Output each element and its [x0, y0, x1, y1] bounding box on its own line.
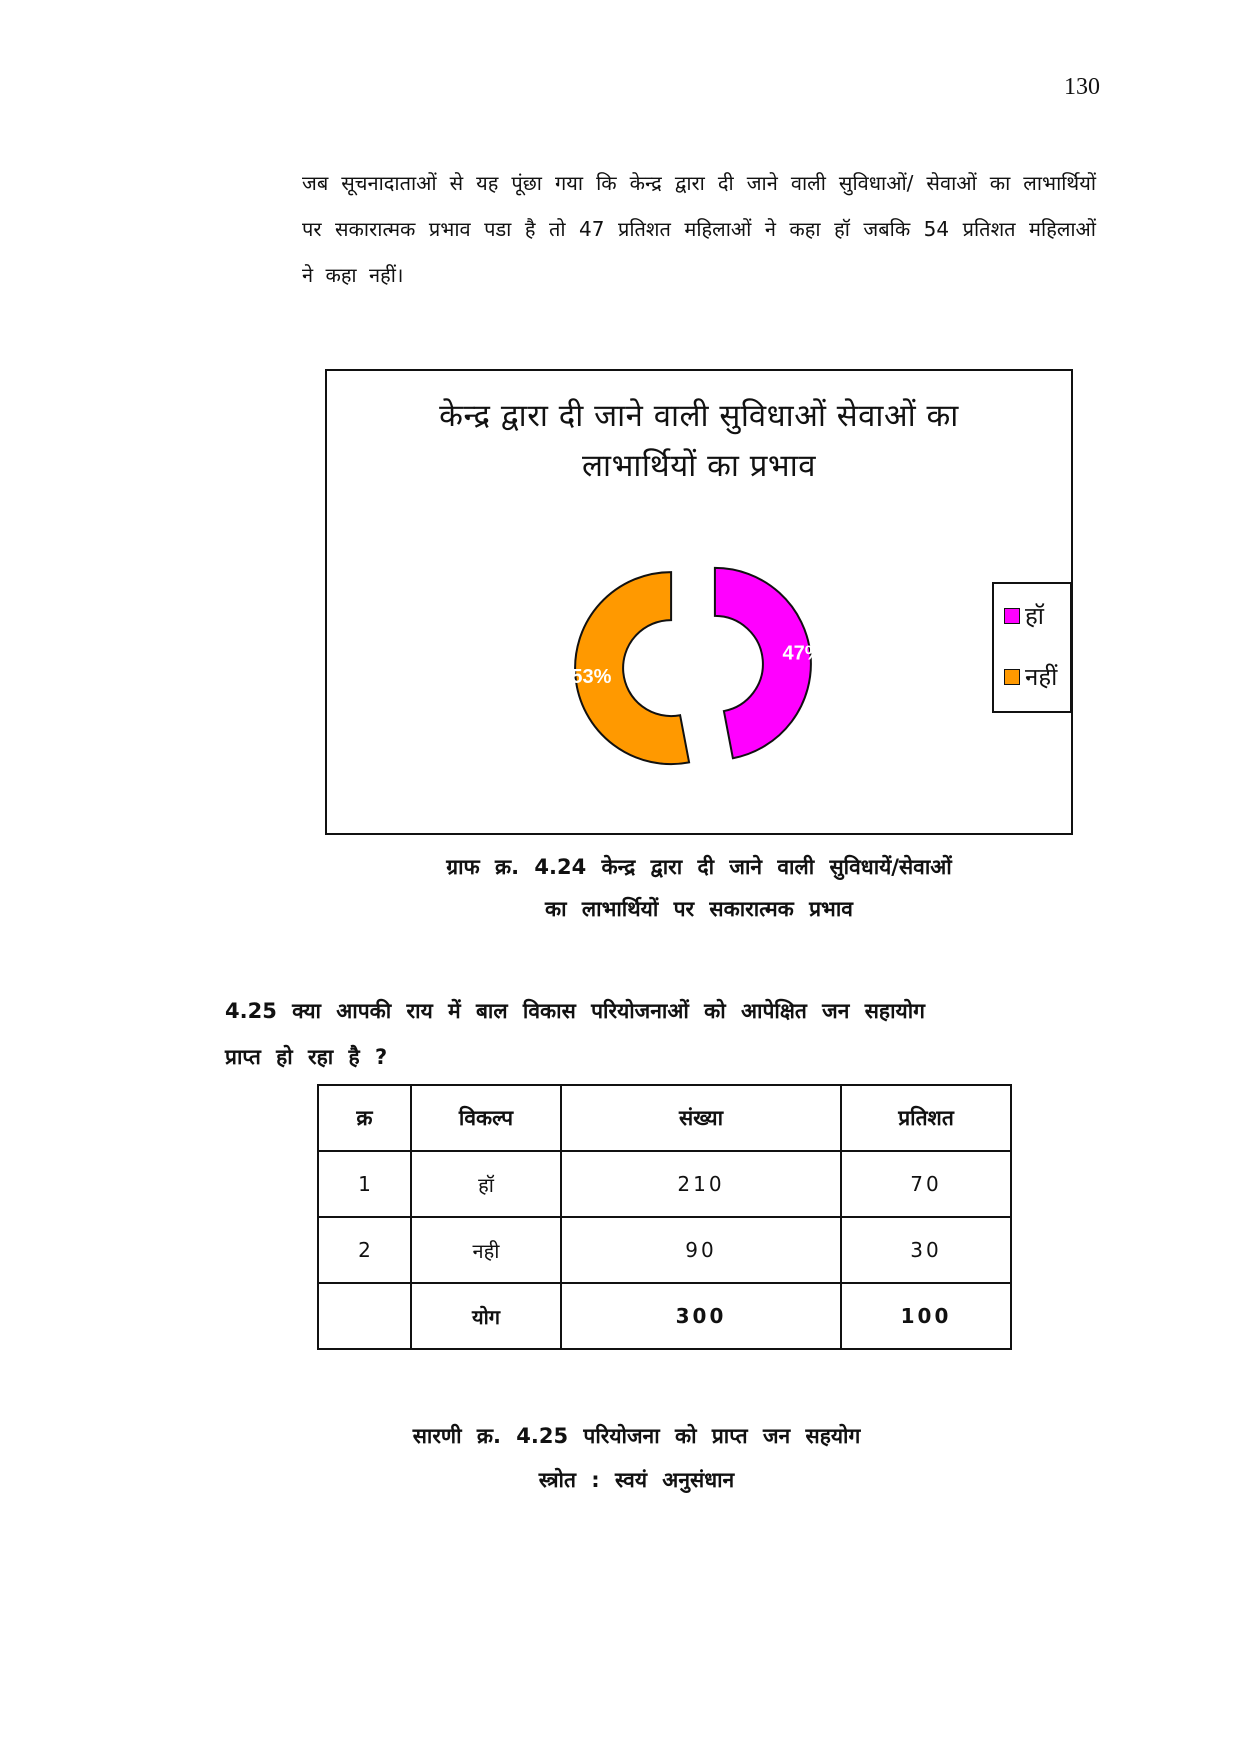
cell-total-count: 300	[561, 1283, 841, 1349]
table-row	[318, 1151, 1011, 1217]
header-sno: क्र	[318, 1085, 411, 1151]
cell-option: हॉ	[411, 1151, 561, 1217]
chart-title-line-2: लाभार्थियों का प्रभाव	[582, 448, 816, 484]
header-percent: प्रतिशत	[841, 1085, 1011, 1151]
cell-total-percent: 100	[841, 1283, 1011, 1349]
legend-label-no: नहीं	[1025, 663, 1058, 691]
chart-caption-line-1: ग्राफ क्र. 4.24 केन्द्र द्वारा दी जाने वाली सुविधायें/सेवाओं	[446, 855, 952, 879]
legend-label-yes: हॉ	[1025, 602, 1044, 630]
cell-total-label: योग	[411, 1283, 561, 1349]
chart-title-line-1: केन्द्र द्वारा दी जाने वाली सुविधाओं सेवाओं का	[439, 398, 959, 434]
legend-swatch-no	[1004, 669, 1020, 685]
table-header-row	[318, 1085, 1011, 1151]
table-caption	[225, 1414, 1048, 1502]
legend-swatch-yes	[1004, 608, 1020, 624]
cell-percent: 30	[841, 1217, 1011, 1283]
header-count: संख्या	[561, 1085, 841, 1151]
legend-item-yes	[1004, 601, 1044, 631]
question-line-2: प्राप्त हो रहा है ?	[225, 1045, 388, 1069]
legend-item-no	[1004, 662, 1057, 692]
chart-caption	[325, 846, 1073, 930]
cell-percent: 70	[841, 1151, 1011, 1217]
chart-legend	[992, 582, 1072, 713]
chart-frame	[325, 369, 1073, 835]
cell-sno: 1	[318, 1151, 411, 1217]
question-line-1: 4.25 क्या आपकी राय में बाल विकास परियोजनाओं को आपेक्षित जन सहायोग	[225, 999, 925, 1023]
page-number: 130	[1064, 74, 1100, 100]
header-option: विकल्प	[411, 1085, 561, 1151]
intro-paragraph: जब सूचनादाताओं से यह पूंछा गया कि केन्द्र द्वारा दी जाने वाली सुविधाओं/ सेवाओं का लाभार्थियों पर सकारात्मक प्रभाव पडा है तो 47 प्रतिशत महिलाओं ने कहा हॉ जबकि 54 प्रतिशत महिलाओं ने कहा नहीं।	[302, 171, 1096, 287]
doughnut-chart	[327, 371, 1071, 833]
cell-option: नही	[411, 1217, 561, 1283]
cell-total-sno	[318, 1283, 411, 1349]
table-total-row	[318, 1283, 1011, 1349]
doughnut-label-no: 53%	[571, 665, 612, 688]
question-heading	[225, 988, 1048, 1080]
table-caption-line-1: सारणी क्र. 4.25 परियोजना को प्राप्त जन सहयोग	[412, 1424, 861, 1448]
response-table	[317, 1084, 1012, 1350]
cell-sno: 2	[318, 1217, 411, 1283]
table-row	[318, 1217, 1011, 1283]
doughnut-label-yes: 47%	[782, 642, 823, 665]
cell-count: 210	[561, 1151, 841, 1217]
table-source: स्त्रोत : स्वयं अनुसंधान	[538, 1468, 735, 1492]
chart-caption-line-2: का लाभार्थियों पर सकारात्मक प्रभाव	[545, 897, 853, 921]
cell-count: 90	[561, 1217, 841, 1283]
